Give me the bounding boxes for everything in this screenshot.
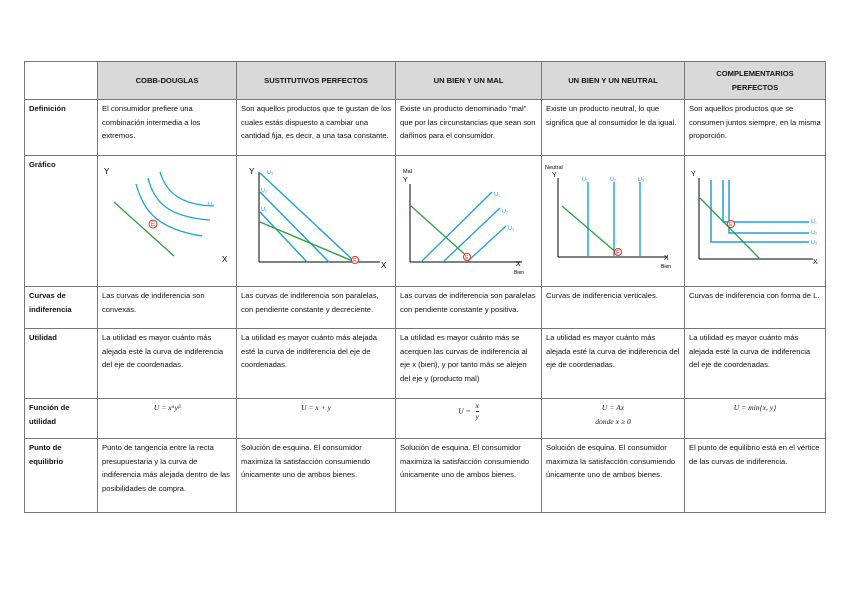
utilidad-cobb-douglas: La utilidad es mayor cuánto más alejada esté la curva de indiferencia del eje de coordenadas. <box>98 329 237 399</box>
grafico-complementarios <box>685 156 826 287</box>
g3-u1-label: U₁ <box>494 192 500 198</box>
g2-budget-line <box>260 222 355 262</box>
row-label-definicion: Definición <box>25 100 98 156</box>
g1-x-label: X <box>222 255 228 264</box>
header-corner <box>25 62 98 100</box>
row-funcion <box>25 399 826 439</box>
utilidad-sustitutivos: La utilidad es mayor cuánto más alejada esté la curva de indiferencia del eje de coordenadas. <box>237 329 396 399</box>
g5-y-label: Y <box>691 171 696 178</box>
g1-u-label: U₁ <box>208 202 214 208</box>
funcion-bien-mal <box>396 399 542 439</box>
definicion-sustitutivos: Son aquellos productos que te gustan de los cuales estás dispuesto a cambiar una cantidad fija, es decir, a una tasa constante. <box>237 100 396 156</box>
funcion-bien-neutral-line1: U = Ax <box>601 403 625 412</box>
comparison-table <box>24 61 826 513</box>
col-header-bien-mal: UN BIEN Y UN MAL <box>396 62 542 100</box>
g2-u3-label: U₃ <box>267 170 274 176</box>
g1-curve-3 <box>160 172 214 206</box>
equilibrio-cobb-douglas: Punto de tangencia entre la recta presupuestaria y la curva de indiferencia más alejada dentro de las posibilidades de compra. <box>98 439 237 513</box>
equilibrio-bien-mal: Solución de esquina. El consumidor maximiza la satisfacción consumiendo únicamente uno de ambos bienes. <box>396 439 542 513</box>
row-grafico <box>25 156 826 287</box>
g3-budget-line <box>411 206 470 259</box>
row-label-funcion: Función de utilidad <box>25 399 98 439</box>
g3-u2-label: U₂ <box>502 209 509 215</box>
g4-y-sublabel: Neutral <box>545 165 563 171</box>
g5-u2-label: U₂ <box>811 230 818 236</box>
funcion-bien-neutral-line2: donde x ≥ 0 <box>595 416 631 426</box>
g4-equilibrium-label: E <box>616 250 620 256</box>
g3-x-label: X <box>516 261 521 268</box>
col-header-complementarios: COMPLEMENTARIOS PERFECTOS <box>685 62 826 100</box>
g3-x-sublabel: Bien <box>514 270 525 276</box>
funcion-bien-mal-denominator: y <box>475 412 479 421</box>
header-row <box>25 62 826 100</box>
funcion-bien-neutral <box>542 399 685 439</box>
equilibrio-complementarios: El punto de equilibrio está en el vértice de las curvas de indiferencia. <box>685 439 826 513</box>
row-curvas <box>25 287 826 329</box>
funcion-bien-mal-numerator: x <box>475 401 479 410</box>
bien-neutral-graph <box>542 156 685 282</box>
g2-x-label: X <box>381 261 387 270</box>
g1-curve-2 <box>148 178 210 220</box>
g2-line-3 <box>260 173 355 262</box>
g5-l-curve-2 <box>723 180 809 222</box>
g4-y-label: Y <box>552 172 557 179</box>
utilidad-bien-neutral: La utilidad es mayor cuánto más alejada esté la curva de indiferencia del eje de coordenadas. <box>542 329 685 399</box>
grafico-bien-neutral <box>542 156 685 287</box>
g1-budget-line <box>114 202 174 256</box>
curvas-cobb-douglas: Las curvas de indiferencia son convexas. <box>98 287 237 329</box>
definicion-bien-mal: Existe un producto denominado “mal” que por las circunstancias que sean son dañinos para el consumidor. <box>396 100 542 156</box>
col-header-sustitutivos: SUSTITUTIVOS PERFECTOS <box>237 62 396 100</box>
row-label-equilibrio: Punto de equilibrio <box>25 439 98 513</box>
cobb-douglas-graph <box>98 156 237 282</box>
row-definicion <box>25 100 826 156</box>
funcion-bien-mal-fraction <box>476 401 479 422</box>
row-label-utilidad: Utilidad <box>25 329 98 399</box>
col-header-bien-neutral: UN BIEN Y UN NEUTRAL <box>542 62 685 100</box>
equilibrio-sustitutivos: Solución de esquina. El consumidor maximiza la satisfacción consumiendo únicamente uno de ambos bienes. <box>237 439 396 513</box>
curvas-bien-neutral: Curvas de indiferencia verticales. <box>542 287 685 329</box>
funcion-cobb-douglas: U = xᵅyᵝ <box>98 399 237 439</box>
g5-equilibrium-label: E <box>729 222 733 228</box>
g3-y-sublabel: Mal <box>403 169 412 175</box>
complementarios-graph <box>685 156 826 282</box>
sustitutivos-graph <box>237 156 396 282</box>
g3-y-label: Y <box>403 177 408 184</box>
curvas-complementarios: Curvas de indiferencia con forma de L. <box>685 287 826 329</box>
g1-equilibrium-label: E <box>151 222 156 228</box>
grafico-cobb-douglas <box>98 156 237 287</box>
equilibrio-bien-neutral: Solución de esquina. El consumidor maximiza la satisfacción consumiendo únicamente uno de ambos bienes. <box>542 439 685 513</box>
g2-u2-label: U₂ <box>261 188 268 194</box>
funcion-complementarios: U = min{x, y} <box>685 399 826 439</box>
g2-y-label: Y <box>249 167 255 176</box>
g4-x-sublabel: Bien <box>661 264 672 270</box>
row-label-curvas: Curvas de indiferencia <box>25 287 98 329</box>
g4-u3-label: U₃ <box>638 177 645 183</box>
g4-u1-label: U₁ <box>582 177 588 183</box>
grafico-sustitutivos <box>237 156 396 287</box>
utilidad-complementarios: La utilidad es mayor cuánto más alejada esté la curva de indiferencia del eje de coordenadas. <box>685 329 826 399</box>
definicion-bien-neutral: Existe un producto neutral, lo que significa que al consumidor le da igual. <box>542 100 685 156</box>
g3-line-1 <box>422 192 492 261</box>
definicion-complementarios: Son aquellos productos que se consumen juntos siempre, en la misma proporción. <box>685 100 826 156</box>
curvas-bien-mal: Las curvas de indiferencia son paralelas con pendiente constante y positiva. <box>396 287 542 329</box>
g4-u2-label: U₂ <box>610 177 617 183</box>
g1-y-label: Y <box>104 167 110 176</box>
g3-u3-label: U₃ <box>508 226 515 232</box>
g5-u3-label: U₃ <box>811 240 818 246</box>
g2-line-1 <box>260 212 307 262</box>
definicion-cobb-douglas: El consumidor prefiere una combinación intermedia a los extremos. <box>98 100 237 156</box>
funcion-sustitutivos: U = x + y <box>237 399 396 439</box>
g3-line-3 <box>468 226 506 261</box>
g3-line-2 <box>444 208 500 261</box>
row-equilibrio <box>25 439 826 513</box>
g5-u1-label: U₁ <box>811 219 817 225</box>
g5-x-label: X <box>813 259 818 266</box>
g2-equilibrium-label: E <box>353 258 357 264</box>
row-utilidad <box>25 329 826 399</box>
utilidad-bien-mal: La utilidad es mayor cuánto más se acerquen las curvas de indiferencia al eje x (bien), y por tanto más se alejen del eje y (producto mal) <box>396 329 542 399</box>
row-label-grafico: Gráfico <box>25 156 98 287</box>
g3-equilibrium-label: E <box>465 255 469 261</box>
g4-x-label: X <box>664 255 669 262</box>
funcion-bien-mal-lhs: U = <box>458 406 471 416</box>
col-header-cobb-douglas: COBB-DOUGLAS <box>98 62 237 100</box>
g4-budget-line <box>562 206 618 254</box>
bien-mal-graph <box>396 156 542 282</box>
g5-l-curve-1 <box>729 180 809 233</box>
curvas-sustitutivos: Las curvas de indiferencia son paralelas, con pendiente constante y decreciente. <box>237 287 396 329</box>
g2-u1-label: U₁ <box>261 207 267 213</box>
grafico-bien-mal <box>396 156 542 287</box>
